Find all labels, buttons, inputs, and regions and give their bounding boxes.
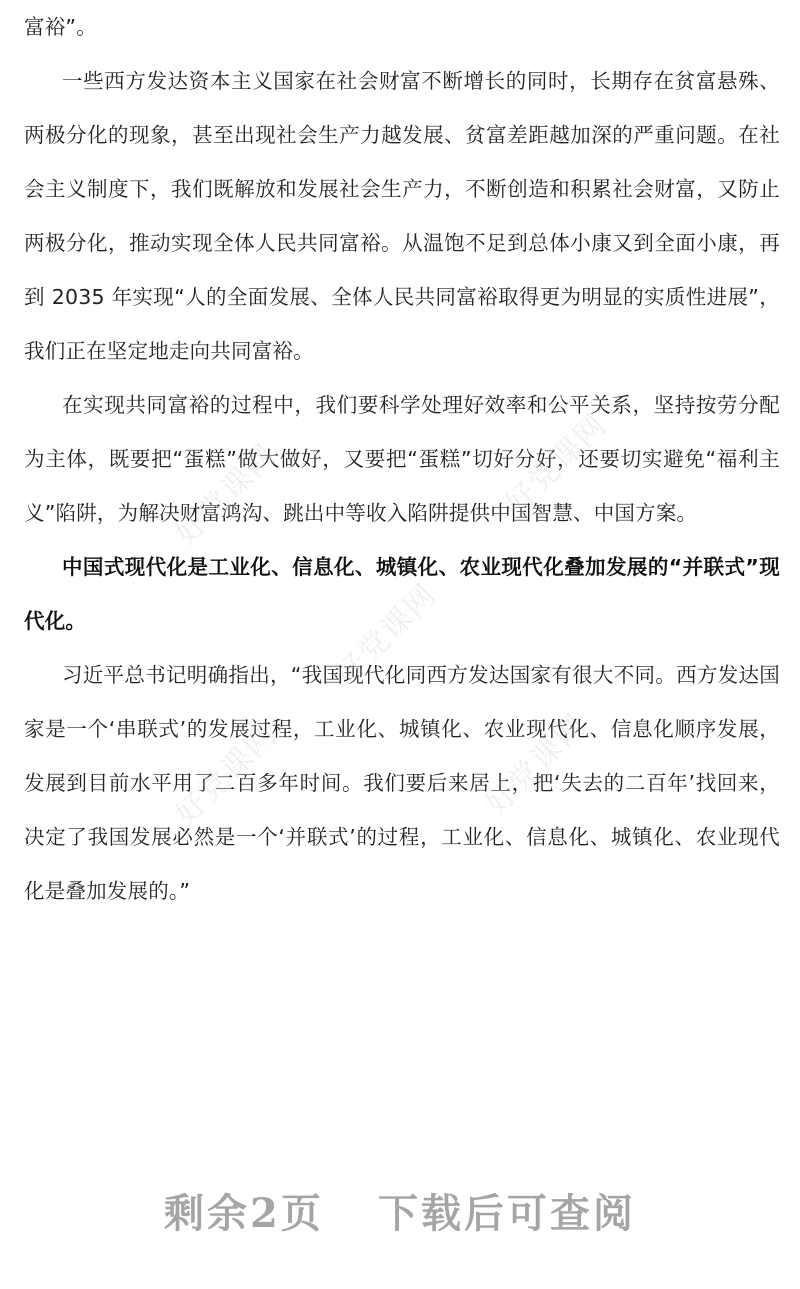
- remaining-pages-label[interactable]: 剩余2页: [163, 1190, 324, 1237]
- download-to-view-label[interactable]: 下载后可查阅: [378, 1190, 637, 1237]
- download-banner[interactable]: [0, 1182, 800, 1242]
- section-heading-parallel-modernization: 中国式现代化是工业化、信息化、城镇化、农业现代化叠加发展的“并联式”现代化。: [24, 555, 780, 633]
- watermark-text: 好党课网: [168, 436, 285, 553]
- paragraph-wealth-gap: 一些西方发达资本主义国家在社会财富不断增长的同时，长期存在贫富悬殊、两极分化的现象，甚至出现社会生产力越发展、贫富差距越加深的严重问题。在社会主义制度下，我们既解放和发展社会生产力，不断创造和积累社会财富，又防止两极分化，推动实现全体人民共同富裕。从温饱不足到总体小康又到全面小康，再到 2035 年实现“人的全面发展、全体人民共同富裕取得更为明显的实质性进展”，我们正在坚定地走向共同富裕。: [24, 69, 780, 363]
- watermark-text: 好党课网: [168, 716, 285, 833]
- paragraph-continuation: 富裕”。: [24, 15, 97, 39]
- watermark-text: 好党课网: [328, 576, 445, 693]
- document-body: [24, 0, 780, 918]
- watermark-text: 好党课网: [478, 706, 595, 823]
- watermark-text: 好党课网: [498, 406, 615, 523]
- paragraph-common-prosperity: 在实现共同富裕的过程中，我们要科学处理好效率和公平关系，坚持按劳分配为主体，既要把“蛋糕”做大做好，又要把“蛋糕”切好分好，还要切实避免“福利主义”陷阱，为解决财富鸿沟、跳出中等收入陷阱提供中国智慧、中国方案。: [24, 393, 780, 525]
- paragraph-quote: 习近平总书记明确指出，“我国现代化同西方发达国家有很大不同。西方发达国家是一个‘串联式’的发展过程，工业化、城镇化、农业现代化、信息化顺序发展，发展到目前水平用了二百多年时间。我们要后来居上，把‘失去的二百年’找回来，决定了我国发展必然是一个‘并联式’的过程，工业化、信息化、城镇化、农业现代化是叠加发展的。”: [24, 663, 780, 903]
